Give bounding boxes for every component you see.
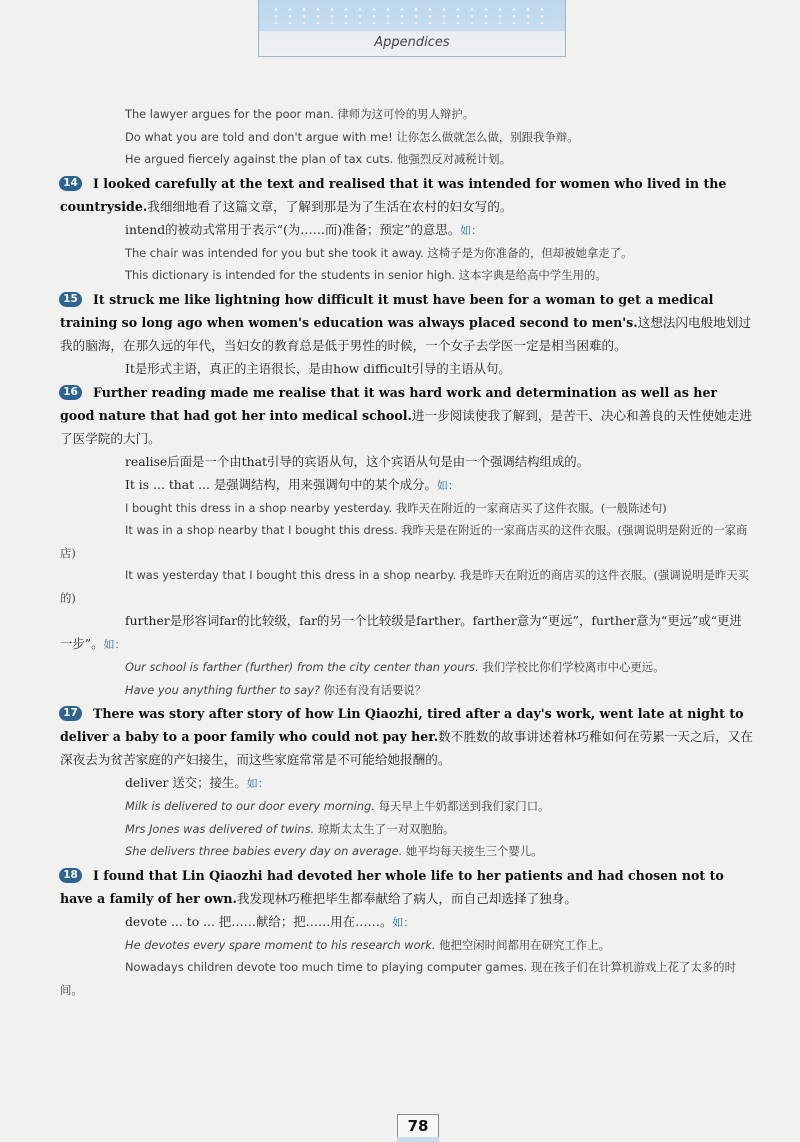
source-sentence: I found that Lin Qiaozhi had devoted her whole life to her patients and had chosen not to have a family of her own. <box>60 867 724 906</box>
item-number-badge: 18 <box>59 868 82 883</box>
example-sentence: He argued fiercely against the plan of tax cuts. 他强烈反对减税计划。 <box>125 152 511 166</box>
source-sentence: I looked carefully at the text and realised that it was intended for women who lived in the countryside. <box>60 175 727 214</box>
grammar-note: It是形式主语，真正的主语很长，是由how difficult引导的主语从句。 <box>125 360 511 376</box>
example-sentence: Our school is farther (further) from the city center than yours. 我们学校比你们学校离市中心更远。 <box>125 660 665 674</box>
example-sentence: He devotes every spare moment to his research work. 他把空闲时间都用在研究工作上。 <box>125 937 610 952</box>
source-sentence: Further reading made me realise that it was hard work and determination as well as her good nature that had got her into medical school. <box>60 384 718 423</box>
example-sentence: It was in a shop nearby that I bought this dress. 我昨天是在附近的一家商店买的这件衣服。(强调说明是附近的一家商店) <box>60 523 748 560</box>
note-item-17 <box>60 702 754 771</box>
page-number: 78 <box>397 1114 439 1138</box>
example-sentence: Milk is delivered to our door every morning. 每天早上牛奶都送到我们家门口。 <box>125 799 550 813</box>
translation: 这想法闪电般地划过我的脑海，在那久远的年代，当妇女的教育总是低于男性的时候，一个女子去学医一定是相当困难的。 <box>60 314 751 353</box>
translation: 数不胜数的故事讲述着林巧稚如何在劳累一天之后，又在深夜去为贫苦家庭的产妇接生，而这些家庭常常是不可能给她报酬的。 <box>60 729 753 767</box>
section-title: Appendices <box>374 35 450 50</box>
grammar-note: deliver 送交；接生。如： <box>125 775 269 790</box>
item-number-badge: 16 <box>59 385 82 400</box>
source-sentence: There was story after story of how Lin Qiaozhi, tired after a day's work, went late at night to deliver a baby to a poor family who could not pay her. <box>60 706 744 744</box>
source-sentence: It struck me like lightning how difficult it must have been for a woman to get a medical training so long ago when women's education was always placed second to men's. <box>60 291 714 330</box>
note-item-16 <box>60 381 754 450</box>
page-number-underline <box>397 1137 439 1142</box>
grammar-note: further是形容词far的比较级，far的另一个比较级是farther。farther意为“更远”，further意为“更远”或“更进一步”。如： <box>60 613 742 651</box>
example-sentence: This dictionary is intended for the students in senior high. 这本字典是给高中学生用的。 <box>125 268 607 282</box>
example-sentence: Nowadays children devote too much time to playing computer games. 现在孩子们在计算机游戏上花了太多的时间。 <box>60 960 736 997</box>
example-sentence: I bought this dress in a shop nearby yesterday. 我昨天在附近的一家商店买了这件衣服。(一般陈述句) <box>125 500 667 515</box>
grammar-note: intend的被动式常用于表示“(为……而)准备；预定”的意思。如： <box>125 221 483 237</box>
example-sentence: Do what you are told and don't argue with me! 让你怎么做就怎么做，别跟我争辩。 <box>125 129 579 144</box>
item-number-badge: 17 <box>59 706 82 721</box>
banner-pattern <box>269 6 555 24</box>
example-sentence: She delivers three babies every day on average. 她平均每天接生三个婴儿。 <box>125 844 543 858</box>
translation: 我细细地看了这篇文章，了解到那是为了生活在农村的妇女写的。 <box>147 198 513 214</box>
example-sentence: The chair was intended for you but she took it away. 这椅子是为你准备的，但却被她拿走了。 <box>125 245 633 260</box>
item-number-badge: 15 <box>59 292 82 307</box>
header-banner <box>258 0 566 57</box>
translation: 进一步阅读使我了解到，是苦干、决心和善良的天性使她走进了医学院的大门。 <box>60 407 752 446</box>
grammar-note: realise后面是一个由that引导的宾语从句，这个宾语从句是由一个强调结构组成的。 <box>125 453 590 469</box>
note-item-18 <box>60 864 754 910</box>
example-sentence: Mrs Jones was delivered of twins. 琼斯太太生了一对双胞胎。 <box>125 821 455 836</box>
note-item-15 <box>60 288 754 357</box>
example-sentence: The lawyer argues for the poor man. 律师为这可怜的男人辩护。 <box>125 107 475 121</box>
item-number-badge: 14 <box>59 176 82 191</box>
grammar-note: It is ... that ... 是强调结构，用来强调句中的某个成分。如： <box>125 476 459 492</box>
grammar-note: devote ... to ... 把……献给；把……用在……。如： <box>125 913 415 929</box>
translation: 我发现林巧稚把毕生都奉献给了病人，而自己却选择了独身。 <box>236 890 577 906</box>
example-sentence: Have you anything further to say? 你还有没有话要说？ <box>125 682 427 697</box>
example-sentence: It was yesterday that I bought this dress in a shop nearby. 我是昨天在附近的商店买的这件衣服。(强调说明是昨天买的) <box>60 568 750 605</box>
note-item-14 <box>60 172 754 218</box>
page-content <box>60 103 754 1001</box>
